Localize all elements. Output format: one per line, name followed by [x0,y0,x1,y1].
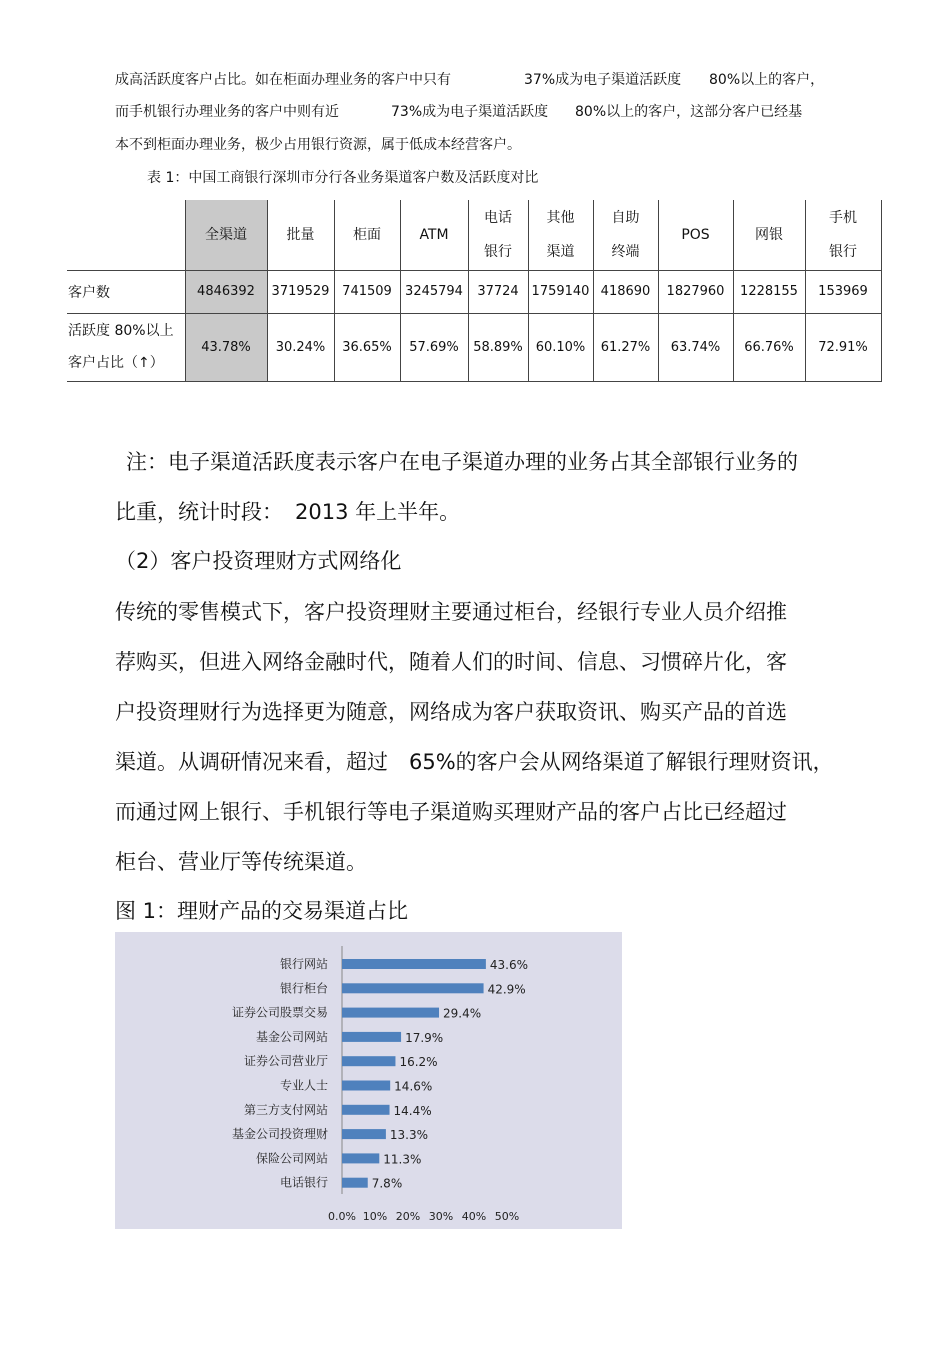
x-tick-label: 50% [494,1210,520,1223]
bar [342,1081,390,1091]
body-line-5: 而通过网上银行、手机银行等电子渠道购买理财产品的客户占比已经超过 [115,800,787,824]
table-cell: 37724 [468,270,528,313]
bar [342,1056,395,1066]
data-label: 17.9% [405,1030,444,1045]
table-cell: 3719529 [267,270,334,313]
row-label-line: 客户占比（↑） [68,355,164,371]
table-cell: 36.65% [334,313,400,381]
data-label: 29.4% [443,1006,482,1021]
header-cell: POS [658,200,733,270]
table-cell: 741509 [334,270,400,313]
note-line-1: 注：电子渠道活跃度表示客户在电子渠道办理的业务占其全部银行业务的 [126,450,798,474]
body-line-2: 荐购买，但进入网络金融时代，随着人们的时间、信息、习惯碎片化，客 [115,650,787,674]
bar-chart [115,932,622,1229]
table-cell: 61.27% [593,313,658,381]
table-cell: 153969 [805,270,881,313]
bar [342,1129,386,1139]
header-cell: 网银 [733,200,805,270]
data-label: 13.3% [389,1128,429,1143]
bar [342,1153,379,1163]
top-paragraph-line-1b [524,72,681,88]
table-cell: 4846392 [185,270,267,313]
note-line-2a: 比重，统计时段： [115,500,283,524]
category-label: 第三方支付网站 [243,1102,328,1117]
category-label: 证券公司股票交易 [231,1005,328,1020]
table-row [67,313,881,381]
table-cell: 57.69% [400,313,468,381]
row-label [67,313,185,381]
bar [342,1105,390,1115]
text-seg: 37%成为电子渠道活跃度 [524,72,682,88]
data-label: 16.2% [399,1055,438,1070]
top-paragraph-line-2b [391,104,548,120]
header-cell: 批量 [267,200,334,270]
text-seg: 80%以上的客户， [709,72,825,88]
table-cell: 72.91% [805,313,881,381]
table-cell: 30.24% [267,313,334,381]
text-seg: 成高活跃度客户占比。如在柜面办理业务的客户中只有 [115,72,451,88]
section-heading: （2）客户投资理财方式网络化 [115,549,402,573]
bar [342,1032,401,1042]
table-cell: 1759140 [528,270,593,313]
table-cell: 1827960 [658,270,733,313]
data-label: 42.9% [487,982,526,997]
header-cell: 电话 银行 [468,200,528,270]
top-paragraph-line-2c [575,104,802,120]
table-header-row [67,200,881,270]
text-seg: 73%成为电子渠道活跃度 [391,104,549,120]
table-row [67,270,881,313]
table-caption: 表 1：中国工商银行深圳市分行各业务渠道客户数及活跃度对比 [147,170,539,186]
row-label: 客户数 [67,270,185,313]
x-tick-label: 10% [362,1210,388,1223]
top-paragraph-line-1 [115,72,451,88]
body-line-4a: 渠道。从调研情况来看，超过 [115,750,388,774]
header-cell: 全渠道 [185,200,267,270]
category-label: 银行网站 [279,957,328,971]
header-cell: ATM [400,200,468,270]
data-label: 14.6% [394,1079,433,1094]
table-cell: 418690 [593,270,658,313]
header-cell: 手机 银行 [805,200,881,270]
table-cell: 58.89% [468,313,528,381]
table-cell: 66.76% [733,313,805,381]
table-cell: 63.74% [658,313,733,381]
figure-caption: 图 1：理财产品的交易渠道占比 [115,899,409,923]
data-label: 43.6% [489,958,529,972]
category-label: 证券公司营业厅 [243,1054,328,1069]
row-label-line: 活跃度 80%以上 [68,323,174,339]
x-tick-label: 40% [461,1210,487,1223]
category-label: 基金公司网站 [255,1029,328,1044]
bar [342,1008,439,1018]
text-seg: 80%以上的客户，这部分客户已经基 [575,104,803,120]
bar [342,959,486,969]
category-label: 电话银行 [279,1175,328,1190]
category-label: 保险公司网站 [255,1151,328,1166]
x-tick-label: 20% [395,1210,421,1223]
header-cell: 其他 渠道 [528,200,593,270]
body-line-6: 柜台、营业厅等传统渠道。 [115,850,367,874]
table-cell: 1228155 [733,270,805,313]
top-paragraph-line-3: 本不到柜面办理业务，极少占用银行资源，属于低成本经营客户。 [115,137,521,153]
data-table [67,200,882,382]
note-line-2b: 2013 年上半年。 [295,500,461,524]
table-cell: 60.10% [528,313,593,381]
category-label: 基金公司投资理财 [231,1127,328,1142]
header-cell: 自助 终端 [593,200,658,270]
data-label: 7.8% [371,1176,403,1191]
body-line-3: 户投资理财行为选择更为随意，网络成为客户获取资讯、购买产品的首选 [115,700,787,724]
category-label: 专业人士 [279,1078,328,1093]
header-cell: 柜面 [334,200,400,270]
x-tick-label: 30% [428,1210,454,1223]
top-paragraph-line-2 [115,104,339,120]
data-label: 14.4% [393,1103,432,1118]
body-line-4b: 65%的客户会从网络渠道了解银行理财资讯， [409,750,834,774]
body-line-1: 传统的零售模式下，客户投资理财主要通过柜台，经银行专业人员介绍推 [115,600,787,624]
data-label: 11.3% [383,1152,422,1167]
category-label: 银行柜台 [279,981,328,996]
table-cell: 3245794 [400,270,468,313]
top-paragraph-line-1c [709,72,824,88]
header-corner [67,200,185,270]
bar [342,1178,368,1188]
text-seg: 而手机银行办理业务的客户中则有近 [115,104,339,120]
table-cell: 43.78% [185,313,267,381]
x-tick-label: 0.0% [328,1210,356,1223]
bar [342,983,484,993]
